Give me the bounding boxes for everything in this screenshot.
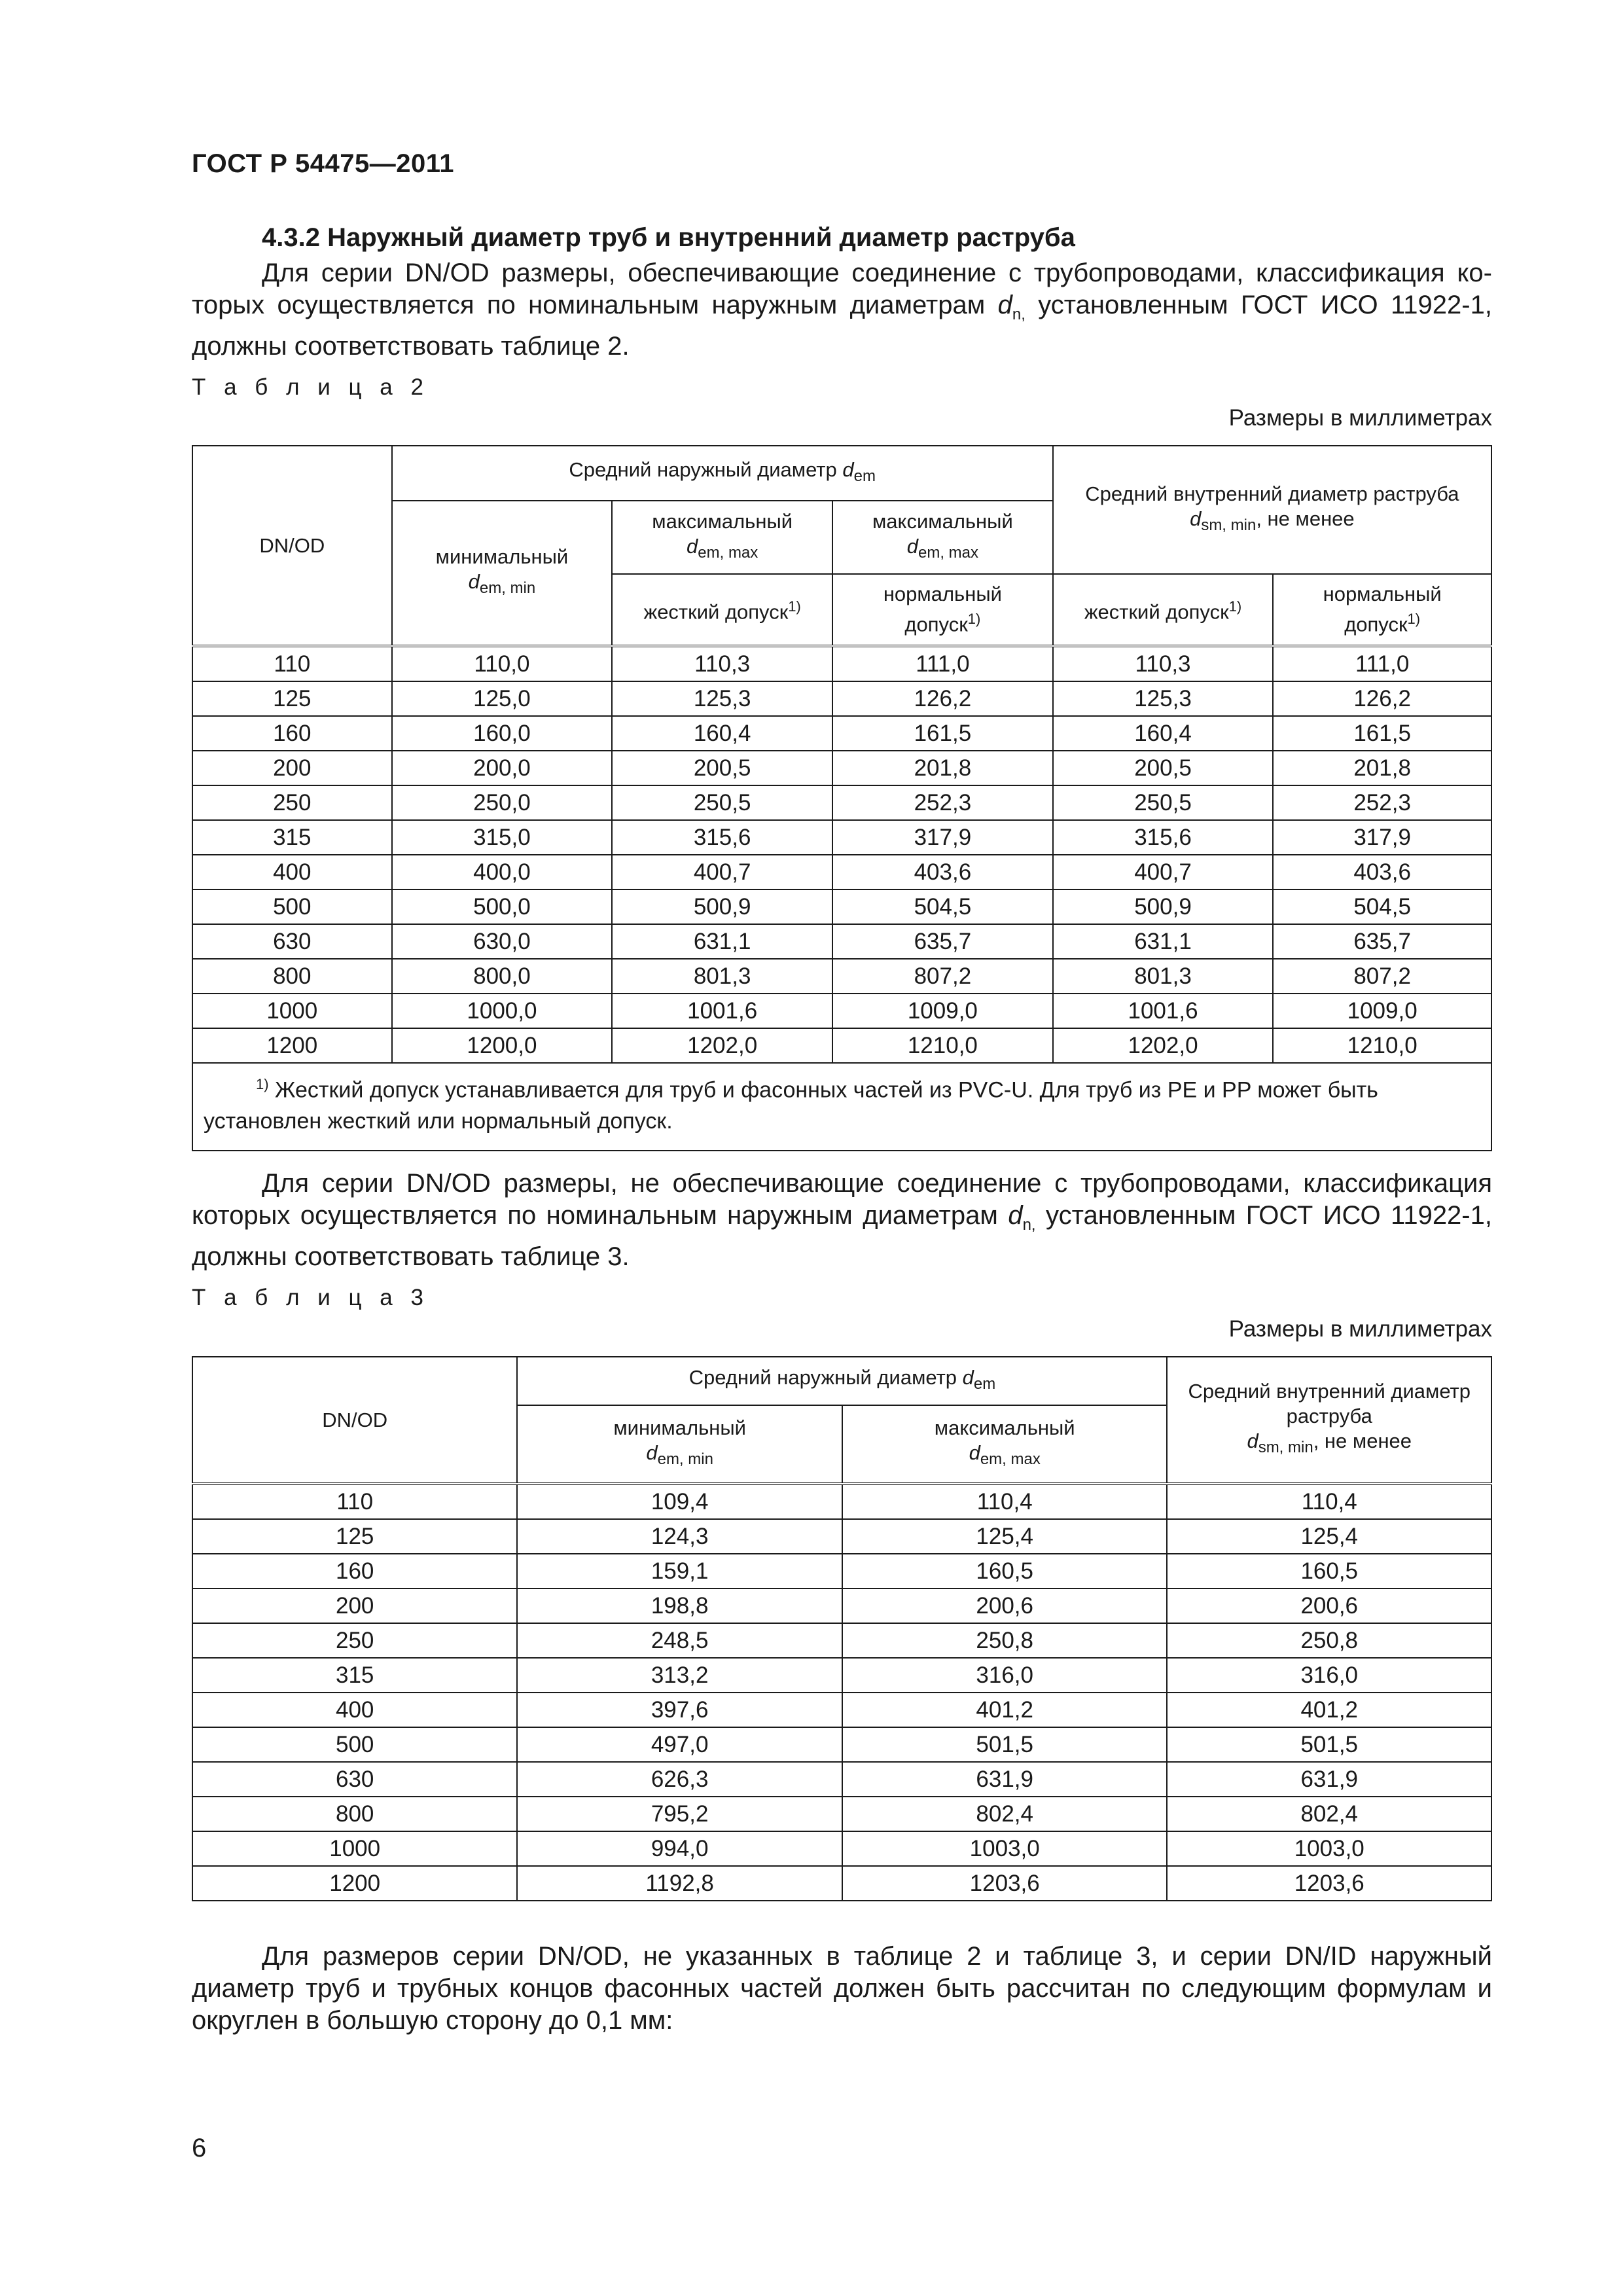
cell-dnod: 500	[192, 1727, 517, 1762]
cell-value: 403,6	[1273, 855, 1491, 889]
cell-dnod: 1000	[192, 994, 392, 1028]
table-3-caption: Т а б л и ц а 3	[192, 1285, 429, 1310]
paragraph-1-line-3: должны соответствовать таблице 2.	[192, 332, 630, 361]
cell-value: 635,7	[832, 924, 1053, 959]
paragraph-3-line-1: Для размеров серии DN/OD, не указанных в таблице 2 и таблице 3, и серии DN/ID наружный	[262, 1942, 1492, 1971]
table-row	[192, 855, 1491, 889]
cell-value: 400,7	[612, 855, 832, 889]
cell-dnod: 125	[192, 681, 392, 716]
paragraph-3-line-2: диаметр труб и трубных концов фасонных частей должен быть рассчитан по следующим формулам и	[192, 1974, 1492, 2003]
table-row	[192, 994, 1491, 1028]
cell-dnod: 110	[192, 1484, 517, 1519]
cell-value: 317,9	[832, 820, 1053, 855]
paragraph-3-line-3: округлен в большую сторону до 0,1 мм:	[192, 2006, 673, 2035]
cell-value: 1009,0	[832, 994, 1053, 1028]
cell-value: 201,8	[1273, 751, 1491, 785]
cell-value: 1003,0	[842, 1831, 1168, 1866]
cell-value: 1192,8	[517, 1866, 842, 1901]
cell-value: 500,0	[392, 889, 613, 924]
paragraph-1-text-b: установленным ГОСТ ИСО 11922-1,	[1038, 291, 1492, 319]
cell-value: 316,0	[1167, 1658, 1491, 1693]
cell-value: 200,5	[1053, 751, 1274, 785]
cell-value: 317,9	[1273, 820, 1491, 855]
cell-value: 250,5	[1053, 785, 1274, 820]
cell-value: 795,2	[517, 1797, 842, 1831]
cell-value: 807,2	[832, 959, 1053, 994]
t2-header-outer-mean: Средний наружный диаметр $d_{em}$	[392, 446, 1053, 501]
cell-value: 315,6	[1053, 820, 1274, 855]
paragraph-2	[192, 1168, 1492, 1273]
cell-value: 501,5	[1167, 1727, 1491, 1762]
cell-value: 626,3	[517, 1762, 842, 1797]
cell-value: 160,4	[1053, 716, 1274, 751]
cell-value: 252,3	[1273, 785, 1491, 820]
cell-dnod: 400	[192, 855, 392, 889]
cell-value: 110,4	[842, 1484, 1168, 1519]
cell-value: 801,3	[612, 959, 832, 994]
cell-value: 110,3	[612, 646, 832, 681]
table-row	[192, 1658, 1491, 1693]
table-row	[192, 889, 1491, 924]
paragraph-1-line-2	[192, 289, 1492, 331]
paragraph-1	[192, 257, 1492, 363]
cell-dnod: 800	[192, 1797, 517, 1831]
cell-value: 160,5	[842, 1554, 1168, 1588]
t2-header-max-rigid: максимальный $d_{em, max}$	[612, 501, 832, 574]
table-2-units: Размеры в миллиметрах	[1228, 405, 1492, 431]
cell-value: 397,6	[517, 1693, 842, 1727]
cell-value: 160,0	[392, 716, 613, 751]
cell-value: 316,0	[842, 1658, 1168, 1693]
table-row	[192, 681, 1491, 716]
paragraph-1-line-1: Для серии DN/OD размеры, обеспечивающие соединение с трубопроводами, классификация ко-	[262, 259, 1492, 287]
t3-header-socket-mean: Средний внутренний диаметр раструба $d_{sm, min}$, не менее	[1167, 1357, 1491, 1484]
t2-header-min: минимальный $d_{em, min}$	[392, 501, 613, 646]
cell-value: 400,7	[1053, 855, 1274, 889]
cell-dnod: 1200	[192, 1866, 517, 1901]
cell-value: 500,9	[1053, 889, 1274, 924]
cell-value: 802,4	[842, 1797, 1168, 1831]
cell-value: 403,6	[832, 855, 1053, 889]
cell-dnod: 630	[192, 1762, 517, 1797]
cell-value: 1202,0	[612, 1028, 832, 1063]
table-row	[192, 959, 1491, 994]
cell-value: 126,2	[1273, 681, 1491, 716]
t2-header-socket-mean: Средний внутренний диаметр раструба $d_{sm, min}$, не менее	[1053, 446, 1491, 574]
document-header: ГОСТ Р 54475—2011	[192, 149, 454, 178]
cell-value: 250,0	[392, 785, 613, 820]
cell-value: 200,6	[1167, 1588, 1491, 1623]
cell-value: 1203,6	[842, 1866, 1168, 1901]
cell-dnod: 315	[192, 1658, 517, 1693]
cell-value: 631,9	[1167, 1762, 1491, 1797]
cell-value: 801,3	[1053, 959, 1274, 994]
cell-dnod: 500	[192, 889, 392, 924]
paragraph-2-text-a: которых осуществляется по номинальным наружным диаметрам	[192, 1201, 998, 1230]
section-title: 4.3.2 Наружный диаметр труб и внутренний диаметр раструба	[262, 223, 1075, 252]
cell-dnod: 400	[192, 1693, 517, 1727]
cell-value: 631,1	[1053, 924, 1274, 959]
cell-value: 631,1	[612, 924, 832, 959]
t3-header-outer-mean: Средний наружный диаметр $d_{em}$	[517, 1357, 1167, 1405]
cell-dnod: 250	[192, 1623, 517, 1658]
cell-value: 401,2	[1167, 1693, 1491, 1727]
symbol-dn: d	[997, 291, 1012, 319]
paragraph-3	[192, 1941, 1492, 2037]
cell-value: 1200,0	[392, 1028, 613, 1063]
cell-value: 110,3	[1053, 646, 1274, 681]
cell-value: 159,1	[517, 1554, 842, 1588]
cell-value: 126,2	[832, 681, 1053, 716]
table-3-units: Размеры в миллиметрах	[1228, 1316, 1492, 1342]
table-3	[192, 1356, 1492, 1901]
cell-value: 497,0	[517, 1727, 842, 1762]
cell-dnod: 160	[192, 716, 392, 751]
cell-value: 1210,0	[1273, 1028, 1491, 1063]
cell-value: 201,8	[832, 751, 1053, 785]
cell-value: 630,0	[392, 924, 613, 959]
cell-value: 1009,0	[1273, 994, 1491, 1028]
paragraph-2-line-3: должны соответствовать таблице 3.	[192, 1242, 630, 1271]
table-row	[192, 1762, 1491, 1797]
cell-value: 1001,6	[1053, 994, 1274, 1028]
cell-value: 200,0	[392, 751, 613, 785]
cell-value: 198,8	[517, 1588, 842, 1623]
t2-header-normal-1: нормальный допуск$^{1)}$	[832, 574, 1053, 646]
cell-value: 250,5	[612, 785, 832, 820]
cell-dnod: 800	[192, 959, 392, 994]
cell-dnod: 1200	[192, 1028, 392, 1063]
cell-value: 1000,0	[392, 994, 613, 1028]
cell-dnod: 1000	[192, 1831, 517, 1866]
cell-dnod: 125	[192, 1519, 517, 1554]
cell-value: 800,0	[392, 959, 613, 994]
footnote-text: Жесткий допуск устанавливается для труб и фасонных частей из PVC-U. Для труб из PE и PP может быть установлен жесткий или нормальный допуск.	[204, 1077, 1378, 1134]
cell-value: 125,3	[1053, 681, 1274, 716]
table-row	[192, 924, 1491, 959]
table-row	[192, 1028, 1491, 1063]
cell-value: 125,4	[842, 1519, 1168, 1554]
cell-value: 200,6	[842, 1588, 1168, 1623]
cell-value: 160,4	[612, 716, 832, 751]
cell-value: 250,8	[1167, 1623, 1491, 1658]
t3-header-dnod: DN/OD	[192, 1357, 517, 1484]
symbol-dn-2-sub: n,	[1022, 1216, 1036, 1234]
cell-value: 250,8	[842, 1623, 1168, 1658]
cell-value: 110,4	[1167, 1484, 1491, 1519]
t3-header-min: минимальный $d_{em, min}$	[517, 1405, 842, 1484]
table-row	[192, 1588, 1491, 1623]
cell-value: 807,2	[1273, 959, 1491, 994]
table-2-footnote	[192, 1063, 1491, 1151]
cell-value: 401,2	[842, 1693, 1168, 1727]
cell-value: 248,5	[517, 1623, 842, 1658]
table-row	[192, 1831, 1491, 1866]
page-number: 6	[192, 2134, 207, 2162]
table-row	[192, 1484, 1491, 1519]
cell-value: 125,3	[612, 681, 832, 716]
cell-value: 125,4	[1167, 1519, 1491, 1554]
table-3-body	[192, 1484, 1491, 1901]
cell-value: 1210,0	[832, 1028, 1053, 1063]
cell-dnod: 110	[192, 646, 392, 681]
cell-value: 501,5	[842, 1727, 1168, 1762]
cell-value: 1001,6	[612, 994, 832, 1028]
cell-dnod: 630	[192, 924, 392, 959]
symbol-dn-2: d	[1008, 1201, 1023, 1230]
cell-value: 252,3	[832, 785, 1053, 820]
cell-value: 313,2	[517, 1658, 842, 1693]
paragraph-1-text-a: торых осуществляется по номинальным наружным диаметрам	[192, 291, 986, 319]
table-2-caption: Т а б л и ц а 2	[192, 374, 429, 400]
symbol-dn-sub: n,	[1012, 306, 1026, 323]
table-row	[192, 1693, 1491, 1727]
table-2-body	[192, 646, 1491, 1063]
t2-header-rigid-1: жесткий допуск$^{1)}$	[612, 574, 832, 646]
cell-value: 400,0	[392, 855, 613, 889]
cell-value: 1202,0	[1053, 1028, 1274, 1063]
cell-value: 161,5	[1273, 716, 1491, 751]
cell-value: 161,5	[832, 716, 1053, 751]
cell-value: 631,9	[842, 1762, 1168, 1797]
table-row	[192, 1519, 1491, 1554]
cell-value: 315,0	[392, 820, 613, 855]
cell-value: 1203,6	[1167, 1866, 1491, 1901]
cell-value: 109,4	[517, 1484, 842, 1519]
cell-value: 125,0	[392, 681, 613, 716]
cell-value: 160,5	[1167, 1554, 1491, 1588]
cell-value: 504,5	[1273, 889, 1491, 924]
cell-value: 315,6	[612, 820, 832, 855]
table-row	[192, 716, 1491, 751]
footnote-mark: 1)	[256, 1076, 269, 1092]
cell-value: 111,0	[832, 646, 1053, 681]
table-row	[192, 1866, 1491, 1901]
table-row	[192, 785, 1491, 820]
cell-dnod: 200	[192, 1588, 517, 1623]
cell-dnod: 250	[192, 785, 392, 820]
cell-value: 500,9	[612, 889, 832, 924]
cell-value: 124,3	[517, 1519, 842, 1554]
cell-value: 1003,0	[1167, 1831, 1491, 1866]
table-row	[192, 1797, 1491, 1831]
table-row	[192, 1727, 1491, 1762]
cell-dnod: 200	[192, 751, 392, 785]
t2-header-dnod: DN/OD	[192, 446, 392, 646]
cell-value: 635,7	[1273, 924, 1491, 959]
paragraph-2-line-1: Для серии DN/OD размеры, не обеспечивающие соединение с трубопроводами, классификация	[262, 1169, 1492, 1198]
cell-value: 111,0	[1273, 646, 1491, 681]
table-row	[192, 1623, 1491, 1658]
cell-value: 504,5	[832, 889, 1053, 924]
table-2	[192, 445, 1492, 1151]
cell-value: 802,4	[1167, 1797, 1491, 1831]
cell-value: 110,0	[392, 646, 613, 681]
cell-value: 200,5	[612, 751, 832, 785]
table-row	[192, 646, 1491, 681]
t3-header-max: максимальный $d_{em, max}$	[842, 1405, 1168, 1484]
cell-dnod: 160	[192, 1554, 517, 1588]
cell-dnod: 315	[192, 820, 392, 855]
cell-value: 994,0	[517, 1831, 842, 1866]
t2-header-rigid-2: жесткий допуск$^{1)}$	[1053, 574, 1274, 646]
t2-header-max-normal: максимальный $d_{em, max}$	[832, 501, 1053, 574]
table-row	[192, 1554, 1491, 1588]
table-row	[192, 820, 1491, 855]
paragraph-2-line-2	[192, 1200, 1492, 1241]
paragraph-2-text-b: установленным ГОСТ ИСО 11922-1,	[1046, 1201, 1492, 1230]
t2-header-normal-2: нормальный допуск$^{1)}$	[1273, 574, 1491, 646]
table-row	[192, 751, 1491, 785]
